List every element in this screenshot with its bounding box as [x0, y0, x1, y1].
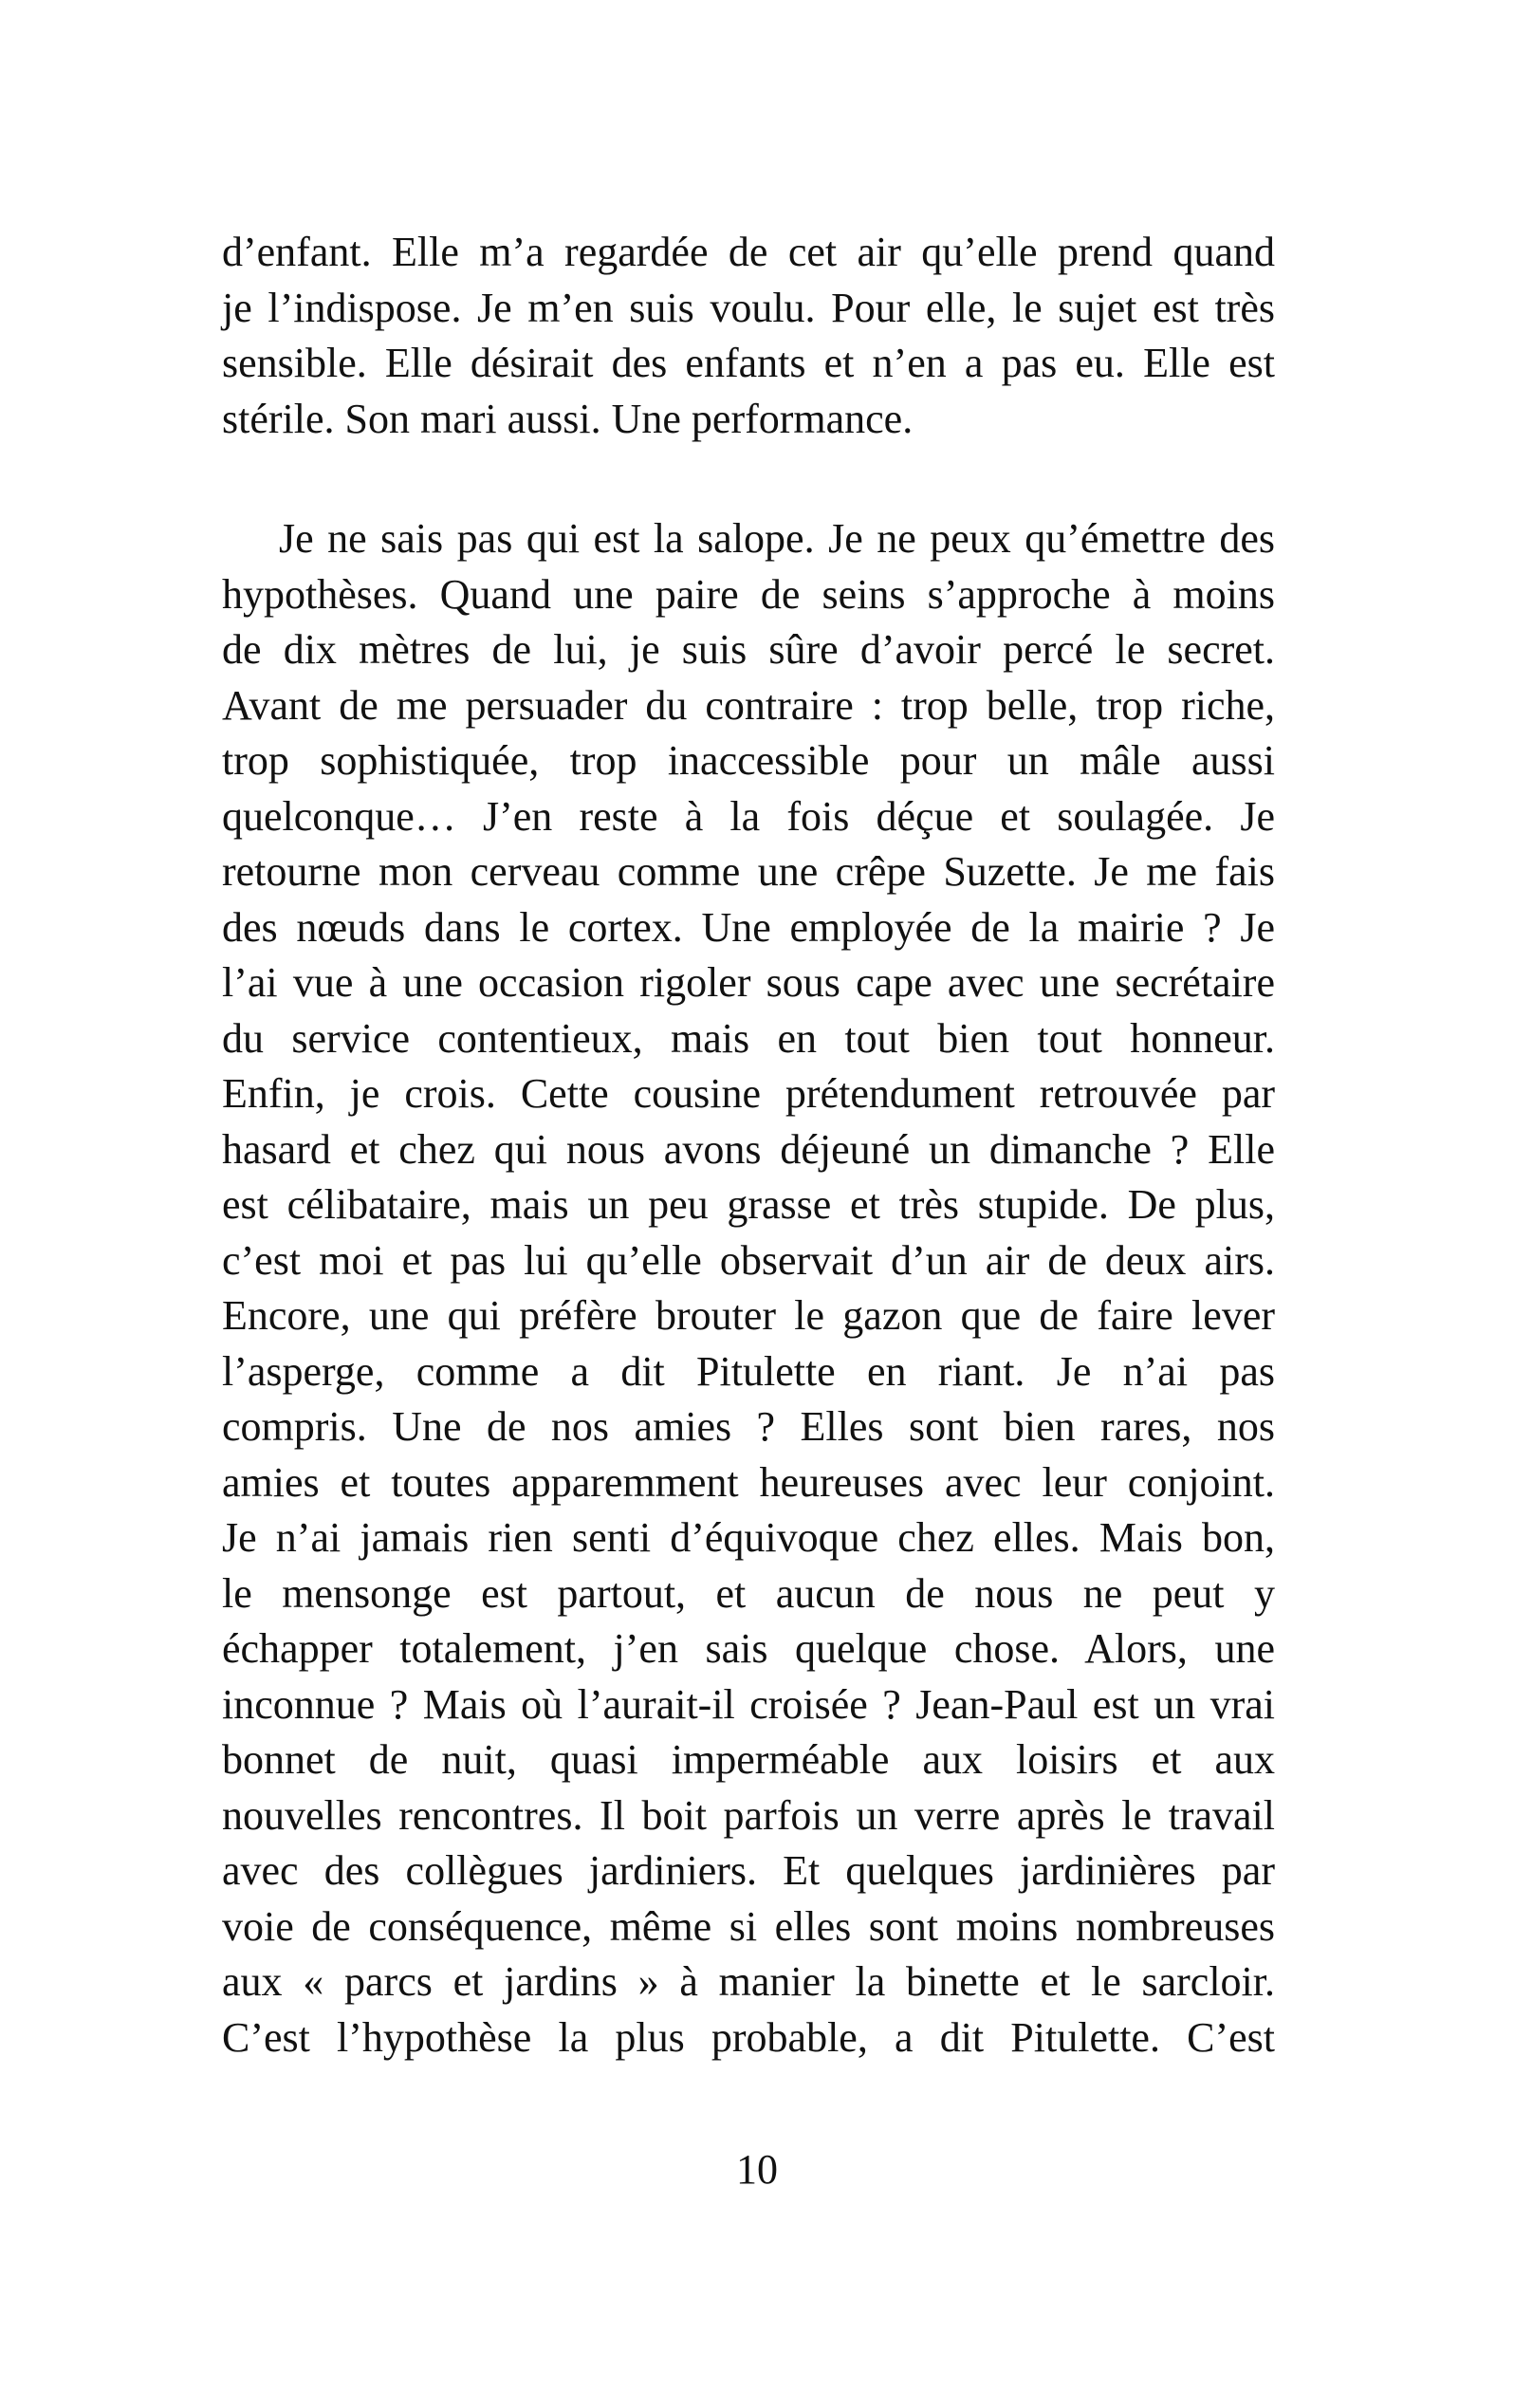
text-line: bonnet de nuit, quasi imperméable aux loisirs et aux: [222, 1736, 1275, 1783]
text-line: Enfin, je crois. Cette cousine prétendument retrouvée par: [222, 1070, 1275, 1117]
paragraph: [222, 511, 1275, 2065]
text-line: C’est l’hypothèse la plus probable, a dit Pitulette. C’est: [222, 2013, 1275, 2061]
text-line: avec des collègues jardiniers. Et quelques jardinières par: [222, 1847, 1275, 1894]
text-line: Je ne sais pas qui est la salope. Je ne peux qu’émettre des: [279, 515, 1275, 562]
text-line: le mensonge est partout, et aucun de nous ne peut y: [222, 1569, 1275, 1617]
text-line: sensible. Elle désirait des enfants et n’en a pas eu. Elle est: [222, 340, 1275, 386]
text-line: compris. Une de nos amies ? Elles sont bien rares, nos: [222, 1403, 1275, 1450]
text-line: stérile. Son mari aussi. Une performance.: [222, 395, 914, 442]
paragraph: [222, 225, 1275, 447]
text-line: d’enfant. Elle m’a regardée de cet air qu’elle prend quand: [222, 229, 1275, 275]
text-line: l’ai vue à une occasion rigoler sous cape avec une secrétaire: [222, 959, 1275, 1006]
text-line: trop sophistiquée, trop inaccessible pour un mâle aussi: [222, 737, 1275, 784]
text-line: échapper totalement, j’en sais quelque chose. Alors, une: [222, 1625, 1275, 1672]
text-line: des nœuds dans le cortex. Une employée de la mairie ? Je: [222, 903, 1275, 951]
text-line: est célibataire, mais un peu grasse et très stupide. De plus,: [222, 1181, 1275, 1228]
text-line: de dix mètres de lui, je suis sûre d’avoir percé le secret.: [222, 626, 1275, 673]
text-line: hasard et chez qui nous avons déjeuné un dimanche ? Elle: [222, 1125, 1275, 1173]
text-line: aux « parcs et jardins » à manier la binette et le sarcloir.: [222, 1958, 1275, 2005]
text-line: l’asperge, comme a dit Pitulette en riant. Je n’ai pas: [222, 1347, 1275, 1395]
text-line: du service contentieux, mais en tout bien tout honneur.: [222, 1014, 1275, 1062]
page-number: 10: [736, 2146, 778, 2193]
text-line: Avant de me persuader du contraire : trop belle, trop riche,: [222, 681, 1275, 729]
text-line: amies et toutes apparemment heureuses avec leur conjoint.: [222, 1458, 1275, 1506]
text-line: voie de conséquence, même si elles sont moins nombreuses: [222, 1902, 1275, 1950]
text-line: Je n’ai jamais rien senti d’équivoque chez elles. Mais bon,: [222, 1514, 1275, 1561]
text-line: je l’indispose. Je m’en suis voulu. Pour elle, le sujet est très: [222, 284, 1275, 331]
text-line: nouvelles rencontres. Il boit parfois un verre après le travail: [222, 1791, 1275, 1839]
text-line: quelconque… J’en reste à la fois déçue et soulagée. Je: [222, 792, 1275, 840]
text-line: inconnue ? Mais où l’aurait-il croisée ? Jean-Paul est un vrai: [222, 1680, 1275, 1728]
text-line: Encore, une qui préfère brouter le gazon que de faire lever: [222, 1292, 1275, 1339]
text-line: hypothèses. Quand une paire de seins s’approche à moins: [222, 570, 1275, 618]
text-line: c’est moi et pas lui qu’elle observait d’un air de deux airs.: [222, 1236, 1275, 1284]
text-line: retourne mon cerveau comme une crêpe Suzette. Je me fais: [222, 848, 1275, 895]
